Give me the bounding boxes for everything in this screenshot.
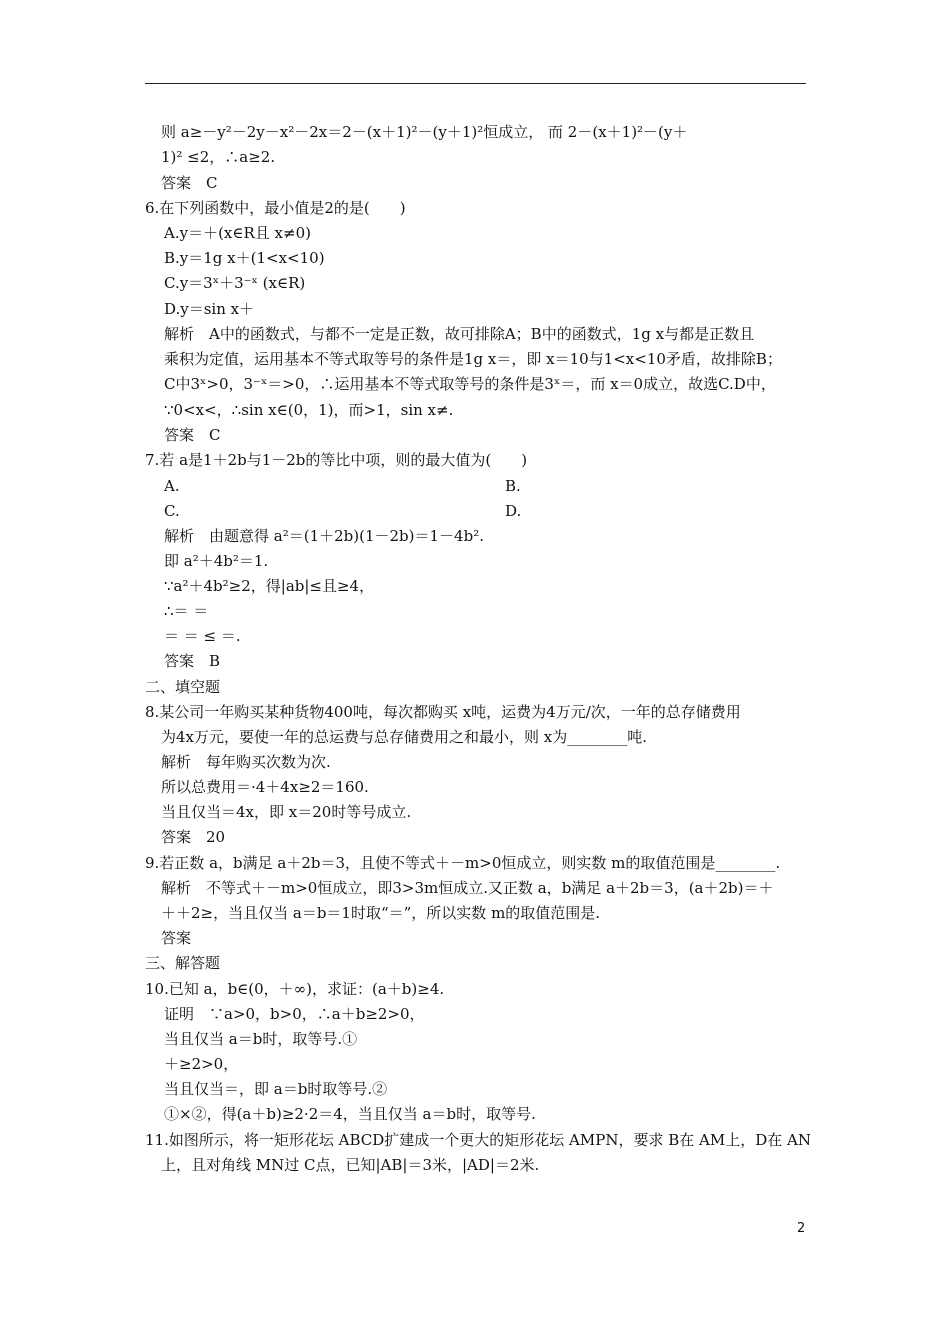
analysis-line: ＝ ＝ ≤ ＝. — [164, 627, 241, 645]
analysis-line: 即 a²＋4b²＝1. — [164, 552, 269, 570]
analysis-line: 所以总费用＝·4＋4x≥2＝160. — [161, 778, 369, 796]
analysis-line: 解析 每年购买次数为次. — [161, 753, 331, 771]
analysis-line: 解析 A中的函数式，与都不一定是正数，故可排除A；B中的函数式，1g x与都是正数且 — [164, 325, 755, 343]
answer-line: 答案 C — [164, 426, 221, 444]
proof-line: ①×②，得(a＋b)≥2·2＝4，当且仅当 a＝b时，取等号. — [164, 1105, 536, 1123]
analysis-line: C中3ˣ>0，3⁻ˣ＝>0，∴运用基本不等式取等号的条件是3ˣ＝，而 x＝0成立，故选C.D中， — [164, 375, 776, 393]
section-heading: 二、填空题 — [145, 678, 221, 696]
section-heading: 三、解答题 — [145, 954, 221, 972]
option-d: D.y＝sin x＋ — [164, 300, 255, 318]
text-line: 则 a≥－y²－2y－x²－2x＝2－(x＋1)²－(y＋1)²恒成立， 而 2－(x＋1)²－(y＋ — [161, 123, 688, 141]
option-a: A.y＝＋(x∈R且 x≠0) — [164, 224, 311, 242]
question-11-cont: 上，且对角线 MN过 C点，已知|AB|＝3米，|AD|＝2米. — [161, 1156, 540, 1174]
question-7: 7.若 a是1＋2b与1－2b的等比中项，则的最大值为( ) — [145, 451, 528, 469]
option-c: C.y＝3ˣ＋3⁻ˣ (x∈R) — [164, 274, 306, 292]
text-line: 1)² ≤2，∴a≥2. — [161, 148, 276, 166]
proof-line: 证明 ∵a>0，b>0，∴a＋b≥2>0， — [164, 1005, 425, 1023]
option-a: A. — [164, 477, 180, 495]
question-8-cont: 为4x万元，要使一年的总运费与总存储费用之和最小，则 x为________吨. — [161, 728, 648, 746]
answer-line: 答案 B — [164, 652, 221, 670]
analysis-line: 解析 由题意得 a²＝(1＋2b)(1－2b)＝1－4b². — [164, 527, 484, 545]
analysis-line: ＋＋2≥，当且仅当 a＝b＝1时取“＝”，所以实数 m的取值范围是. — [161, 904, 601, 922]
answer-line: 答案 C — [161, 174, 218, 192]
answer-line: 答案 20 — [161, 828, 226, 846]
analysis-line: 解析 不等式＋－m>0恒成立，即3>3m恒成立.又正数 a，b满足 a＋2b＝3，(a＋2b)＝＋ — [161, 879, 774, 897]
analysis-line: 乘积为定值，运用基本不等式取等号的条件是1g x＝，即 x＝10与1<x<10矛盾，故排除B； — [164, 350, 782, 368]
proof-line: ＋≥2>0， — [164, 1055, 239, 1073]
option-b: B. — [505, 477, 521, 495]
question-8: 8.某公司一年购买某种货物400吨，每次都购买 x吨，运费为4万元/次，一年的总存储费用 — [145, 703, 741, 721]
question-9: 9.若正数 a，b满足 a＋2b＝3，且使不等式＋－m>0恒成立，则实数 m的取值范围是________. — [145, 854, 781, 872]
question-11: 11.如图所示，将一矩形花坛 ABCD扩建成一个更大的矩形花坛 AMPN，要求 B在 AM上，D在 AN — [145, 1131, 811, 1149]
analysis-line: 当且仅当＝4x，即 x＝20时等号成立. — [161, 803, 412, 821]
answer-line: 答案 — [161, 929, 192, 947]
analysis-line: ∵a²＋4b²≥2，得|ab|≤且≥4， — [164, 577, 375, 595]
question-6: 6.在下列函数中，最小值是2的是( ) — [145, 199, 406, 217]
question-10: 10.已知 a，b∈(0，＋∞)，求证：(a＋b)≥4. — [145, 980, 445, 998]
proof-line: 当且仅当 a＝b时，取等号.① — [164, 1030, 358, 1048]
analysis-line: ∵0<x<，∴sin x∈(0，1)，而>1，sin x≠. — [164, 401, 454, 419]
proof-line: 当且仅当＝，即 a＝b时取等号.② — [164, 1080, 388, 1098]
page-number: 2 — [797, 1221, 806, 1236]
header-rule — [145, 83, 806, 84]
analysis-line: ∴＝ ＝ — [164, 602, 209, 620]
option-d: D. — [505, 502, 522, 520]
option-c: C. — [164, 502, 180, 520]
option-b: B.y＝1g x＋(1<x<10) — [164, 249, 325, 267]
